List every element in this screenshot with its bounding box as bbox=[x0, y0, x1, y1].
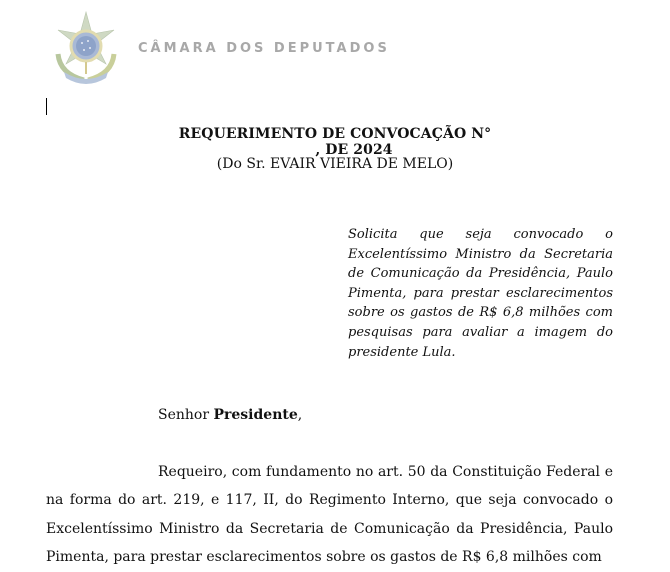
salutation-prefix: Senhor bbox=[158, 407, 214, 423]
ementa: Solicita que seja convocado o Excelentíssimo Ministro da Secretaria de Comunicação da Presidência, Paulo Pimenta, para prestar esclarecimentos sobre os gastos de R$ 6,8 milhões com pesquisas para avaliar a imagem do presidente Lula. bbox=[348, 227, 613, 360]
salutation bbox=[158, 407, 302, 423]
title-suffix: , DE 2024 bbox=[315, 142, 393, 158]
brazil-coat-of-arms-icon bbox=[50, 10, 122, 86]
document-author: (Do Sr. EVAIR VIEIRA DE MELO) bbox=[216, 156, 454, 172]
text-cursor bbox=[46, 98, 47, 115]
document-title bbox=[0, 126, 670, 158]
body-paragraph: Requeiro, com fundamento no art. 50 da Constituição Federal e na forma do art. 219, e 117, II, do Regimento Interno, que seja convocado o Excelentíssimo Ministro da Secretaria de Comunicação da Presidência, Paulo Pimenta, para prestar esclarecimentos sobre os gastos de R$ 6,8 milhões com bbox=[46, 464, 613, 566]
salutation-suffix: , bbox=[297, 407, 303, 423]
salutation-title: Presidente bbox=[213, 407, 298, 423]
chamber-name: CÂMARA DOS DEPUTADOS bbox=[138, 41, 390, 56]
title-prefix: REQUERIMENTO DE CONVOCAÇÃO N° bbox=[178, 126, 492, 142]
